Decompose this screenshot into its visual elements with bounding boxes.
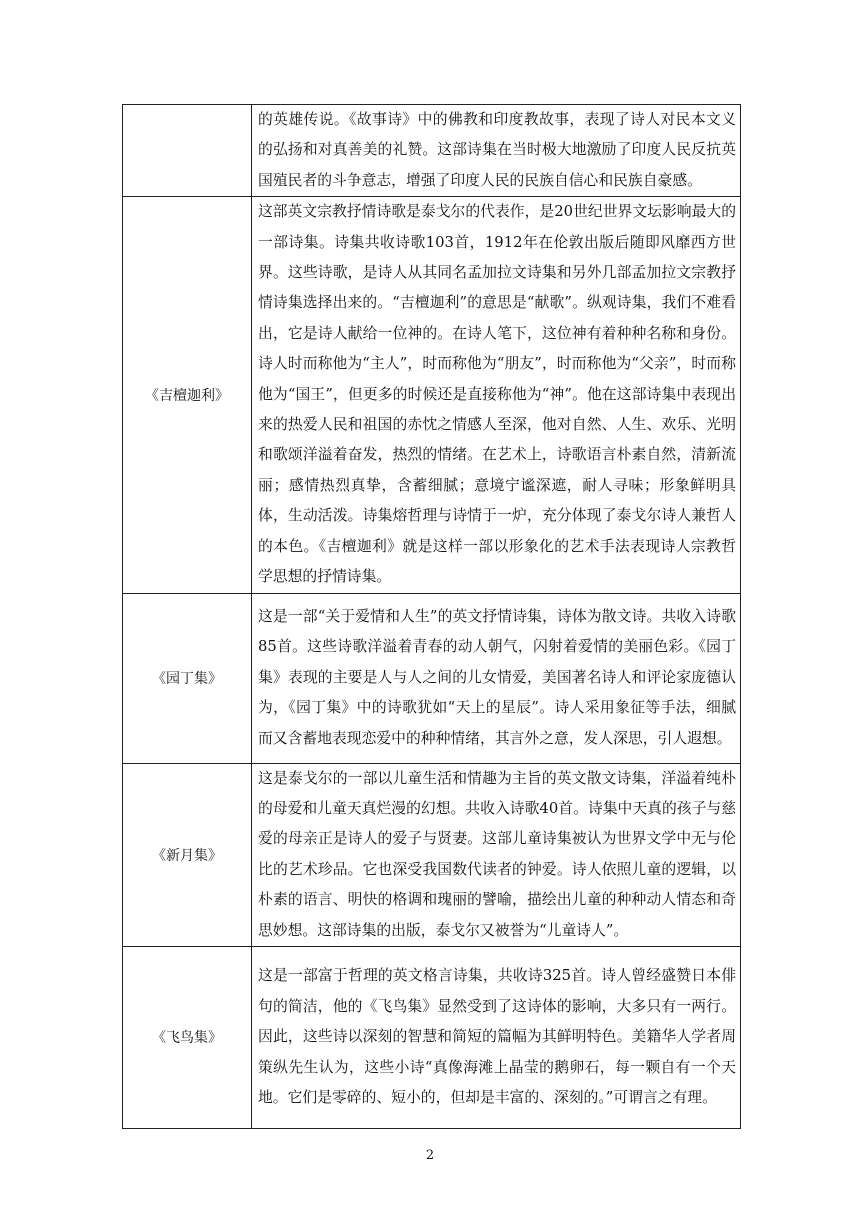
- works-table: [122, 104, 741, 1129]
- work-title-cell: 《飞鸟集》: [123, 946, 252, 1128]
- work-description-text: 的英雄传说。《故事诗》中的佛教和印度教故事，表现了诗人对民本文义的弘扬和对真善美的礼赞。这部诗集在当时极大地激励了印度人民反抗英国殖民者的斗争意志，增强了印度人民的民族自信心和民族自豪感。: [258, 111, 736, 189]
- work-title-cell: [123, 105, 252, 197]
- work-title-cell: 《新月集》: [123, 763, 252, 946]
- work-description-cell: [252, 593, 741, 763]
- table-row: [123, 197, 741, 593]
- work-title-cell: 《吉檀迦利》: [123, 197, 252, 593]
- table-row: [123, 105, 741, 197]
- work-title-cell: 《园丁集》: [123, 593, 252, 763]
- table-row: [123, 593, 741, 763]
- page-number: 2: [425, 1148, 435, 1163]
- work-description-cell: [252, 105, 741, 197]
- table-row: [123, 763, 741, 946]
- work-description-cell: [252, 197, 741, 593]
- work-description-text: 这是一部“关于爱情和人生”的英文抒情诗集，诗体为散文诗。共收入诗歌85首。这些诗歌洋溢着青春的动人朝气，闪射着爱情的美丽色彩。《园丁集》表现的主要是人与人之间的儿女情爱，美国著名诗人和评论家庞德认为，《园丁集》中的诗歌犹如“天上的星辰”。诗人采用象征等手法，细腻而又含蓄地表现恋爱中的种种情绪，其言外之意，发人深思，引人遐想。: [258, 607, 736, 747]
- table-row: [123, 946, 741, 1128]
- work-description-cell: [252, 763, 741, 946]
- work-description-cell: [252, 946, 741, 1128]
- work-description-text: 这是泰戈尔的一部以儿童生活和情趣为主旨的英文散文诗集，洋溢着纯朴的母爱和儿童天真烂漫的幻想。共收入诗歌40首。诗集中天真的孩子与慈爱的母亲正是诗人的爱子与贤妻。这部儿童诗集被认为世界文学中无与伦比的艺术珍品。它也深受我国数代读者的钟爱。诗人依照儿童的逻辑，以朴素的语言、明快的格调和瑰丽的譬喻，描绘出儿童的种种动人情态和奇思妙想。这部诗集的出版，泰戈尔又被誉为“儿童诗人”。: [258, 769, 736, 939]
- work-description-text: 这是一部富于哲理的英文格言诗集，共收诗325首。诗人曾经盛赞日本俳句的简洁，他的《飞鸟集》显然受到了这诗体的影响，大多只有一两行。因此，这些诗以深刻的智慧和简短的篇幅为其鲜明特色。美籍华人学者周策纵先生认为，这些小诗“真像海滩上晶莹的鹅卵石，每一颗自有一个天地。它们是零碎的、短小的，但却是丰富的、深刻的。”可谓言之有理。: [258, 967, 736, 1107]
- work-description-text: 这部英文宗教抒情诗歌是泰戈尔的代表作，是20世纪世界文坛影响最大的一部诗集。诗集共收诗歌103首，1912年在伦敦出版后随即风靡西方世界。这些诗歌，是诗人从其同名孟加拉文诗集和另外几部孟加拉文宗教抒情诗集选择出来的。“吉檀迦利”的意思是“献歌”。纵观诗集，我们不难看出，它是诗人献给一位神的。在诗人笔下，这位神有着种种名称和身份。诗人时而称他为“主人”，时而称他为“朋友”，时而称他为“父亲”，时而称他为“国王”，但更多的时候还是直接称他为“神”。他在这部诗集中表现出来的热爱人民和祖国的赤忱之情感人至深，他对自然、人生、欢乐、光明和歌颂洋溢着奋发，热烈的情绪。在艺术上，诗歌语言朴素自然，清新流丽；感情热烈真挚，含蓄细腻；意境宁谧深遮，耐人寻味；形象鲜明具体，生动活泼。诗集熔哲理与诗情于一炉，充分体现了泰戈尔诗人兼哲人的本色。《吉檀迦利》就是这样一部以形象化的艺术手法表现诗人宗教哲学思想的抒情诗集。: [258, 203, 736, 586]
